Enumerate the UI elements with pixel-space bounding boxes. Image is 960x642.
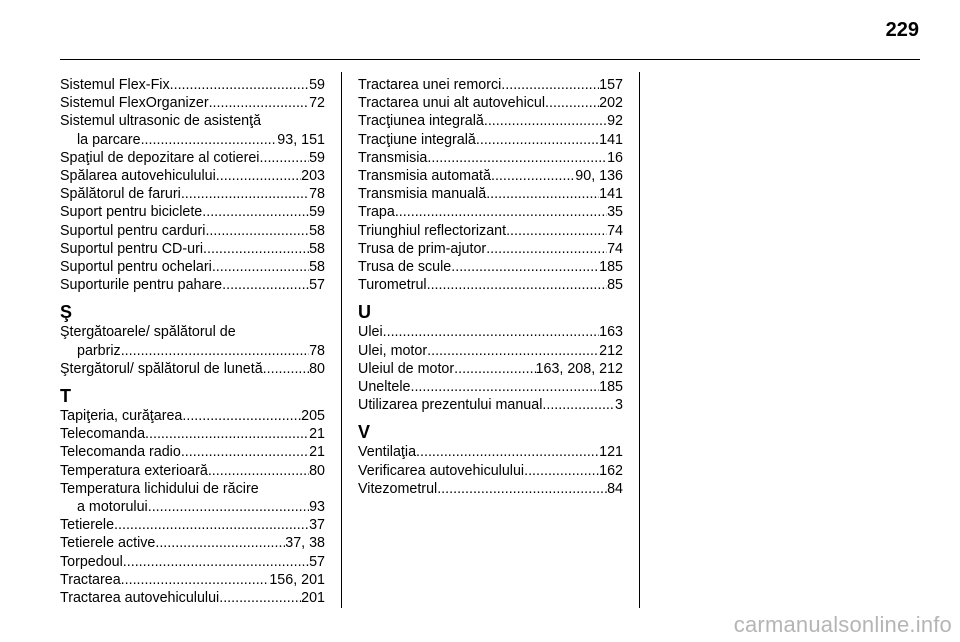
- entry-page: 58: [309, 222, 325, 239]
- entry-text: Verificarea autovehiculului: [358, 462, 525, 479]
- entry-text: Suport pentru biciclete: [60, 204, 203, 221]
- index-entry: [358, 342, 623, 360]
- entry-page: 205: [301, 408, 325, 425]
- page-number: 229: [885, 19, 919, 41]
- entry-text: Suportul pentru CD-uri: [60, 240, 204, 257]
- dot-leader: [410, 378, 599, 396]
- entry-text: Sistemul FlexOrganizer: [60, 95, 209, 112]
- entry-text: Uneltele: [358, 379, 411, 396]
- entry-text: Ventilaţia: [358, 444, 417, 461]
- entry-page: 21: [309, 426, 325, 443]
- entry-page: 16: [607, 149, 623, 166]
- dot-leader: [416, 443, 599, 461]
- entry-page: 59: [309, 77, 325, 93]
- entry-page: 57: [309, 553, 325, 570]
- entry-page: 80: [309, 462, 325, 479]
- entry-page: 72: [309, 95, 325, 112]
- entry-text: Trapa: [358, 204, 395, 221]
- entry-text: Tractarea unei remorci: [358, 77, 502, 93]
- entry-text: Torpedoul: [60, 553, 123, 570]
- index-entry: [60, 553, 325, 571]
- entry-text: Tracţiune integrală: [358, 131, 476, 148]
- entry-page: 59: [309, 204, 325, 221]
- entry-text: Telecomanda: [60, 426, 146, 443]
- dot-leader: [212, 258, 309, 276]
- dot-leader: [476, 131, 599, 149]
- dot-leader: [123, 553, 309, 571]
- entry-page: 90, 136: [575, 168, 623, 185]
- index-entry: [60, 407, 325, 425]
- index-entry: [60, 222, 325, 240]
- dot-leader: [182, 407, 301, 425]
- entry-text: Trusa de scule: [358, 259, 452, 276]
- section-letter: V: [358, 422, 371, 443]
- entry-page: 121: [599, 444, 623, 461]
- index-entry: [358, 185, 623, 203]
- entry-text: Ulei, motor: [358, 342, 428, 359]
- index-entry: [60, 534, 325, 552]
- index-entry: [60, 167, 325, 185]
- index-entry: [60, 342, 325, 360]
- index-entry: [60, 276, 325, 294]
- dot-leader: [219, 589, 301, 607]
- entry-text: Turometrul: [358, 277, 427, 294]
- index-entry: [60, 131, 325, 149]
- dot-leader: [114, 516, 309, 534]
- entry-text: Uleiul de motor: [358, 360, 455, 377]
- dot-leader: [486, 240, 607, 258]
- dot-leader: [170, 76, 309, 94]
- index-entry: [60, 516, 325, 534]
- entry-text: Ulei: [358, 324, 383, 341]
- entry-text: a motorului: [77, 499, 148, 516]
- index-entry: [358, 443, 623, 461]
- index-entry: [60, 149, 325, 167]
- dot-leader: [208, 462, 309, 480]
- entry-text: Vitezometrul: [358, 480, 438, 497]
- entry-text: Tractarea: [60, 571, 121, 588]
- header-rule: [60, 59, 920, 60]
- entry-page: 37, 38: [285, 535, 325, 552]
- entry-page: 21: [309, 444, 325, 461]
- dot-leader: [427, 276, 608, 294]
- entry-text: Sistemul Flex-Fix: [60, 77, 170, 93]
- entry-page: 3: [615, 397, 623, 414]
- index-column-1: [60, 76, 325, 607]
- entry-text: Suportul pentru ochelari: [60, 259, 212, 276]
- entry-text: Telecomanda radio: [60, 444, 181, 461]
- dot-leader: [148, 498, 309, 516]
- entry-page: 163: [599, 324, 623, 341]
- dot-leader: [545, 94, 599, 112]
- entry-page: 78: [309, 342, 325, 359]
- entry-page: 141: [599, 186, 623, 203]
- index-entry: [358, 462, 623, 480]
- entry-page: 80: [309, 360, 325, 377]
- entry-text: Trusa de prim-ajutor: [358, 240, 487, 257]
- entry-page: 163, 208, 212: [535, 360, 623, 377]
- entry-text: Suportul pentru carduri: [60, 222, 206, 239]
- index-entry: [60, 258, 325, 276]
- entry-page: 58: [309, 259, 325, 276]
- entry-page: 74: [607, 222, 623, 239]
- entry-page: 201: [301, 590, 325, 607]
- dot-leader: [395, 203, 607, 221]
- dot-leader: [181, 443, 309, 461]
- section-letter: U: [358, 302, 371, 323]
- entry-page: 78: [309, 186, 325, 203]
- dot-leader: [484, 112, 607, 130]
- entry-page: 58: [309, 240, 325, 257]
- index-entry: [358, 203, 623, 221]
- dot-leader: [263, 360, 309, 378]
- index-entry: [358, 480, 623, 498]
- dot-leader: [121, 342, 309, 360]
- watermark: carmanualsonline.info: [733, 612, 952, 637]
- entry-text: Temperatura exterioară: [60, 462, 208, 479]
- dot-leader: [524, 462, 599, 480]
- index-entry: [358, 360, 623, 378]
- dot-leader: [451, 258, 599, 276]
- dot-leader: [260, 149, 310, 167]
- index-entry: [358, 258, 623, 276]
- entry-text: Transmisia automată: [358, 168, 491, 185]
- entry-text: Tapiţeria, curăţarea: [60, 408, 183, 425]
- dot-leader: [203, 240, 309, 258]
- dot-leader: [155, 534, 285, 552]
- entry-text: la parcare: [77, 131, 141, 148]
- entry-text: Spălarea autovehiculului: [60, 168, 216, 185]
- dot-leader: [202, 203, 309, 221]
- entry-text: Spaţiul de depozitare al cotierei: [60, 149, 260, 166]
- index-entry: [60, 498, 325, 516]
- entry-text: parbriz: [77, 342, 121, 359]
- index-column-2: [358, 76, 623, 498]
- index-entry: [358, 167, 623, 185]
- dot-leader: [506, 222, 607, 240]
- entry-page: 74: [607, 240, 623, 257]
- entry-text: Temperatura lichidului de răcire: [60, 480, 259, 497]
- entry-page: 93: [309, 499, 325, 516]
- entry-text: Suporturile pentru pahare: [60, 277, 223, 294]
- index-entry: [60, 571, 325, 589]
- dot-leader: [216, 167, 301, 185]
- entry-text: Sistemul ultrasonic de asistenţă: [60, 113, 262, 130]
- entry-page: 85: [607, 277, 623, 294]
- dot-leader: [141, 131, 278, 149]
- entry-page: 162: [599, 462, 623, 479]
- entry-page: 57: [309, 277, 325, 294]
- index-entry: [358, 112, 623, 130]
- entry-page: 84: [607, 480, 623, 497]
- index-entry: [60, 76, 325, 94]
- entry-page: 35: [607, 204, 623, 221]
- entry-text: Ştergătorul/ spălătorul de lunetă: [60, 360, 263, 377]
- index-entry: [358, 131, 623, 149]
- entry-text: Triunghiul reflectorizant: [358, 222, 507, 239]
- dot-leader: [181, 185, 309, 203]
- index-entry: [358, 94, 623, 112]
- index-entry: [60, 425, 325, 443]
- entry-page: 93, 151: [277, 131, 325, 148]
- index-entry: [358, 76, 623, 94]
- dot-leader: [486, 185, 599, 203]
- entry-text: Tetierele active: [60, 535, 156, 552]
- entry-page: 157: [599, 77, 623, 93]
- index-entry: [60, 94, 325, 112]
- dot-leader: [542, 396, 615, 414]
- entry-text: Transmisia manuală: [358, 186, 487, 203]
- entry-page: 185: [599, 379, 623, 396]
- index-entry: [358, 378, 623, 396]
- index-entry: [358, 222, 623, 240]
- dot-leader: [427, 342, 599, 360]
- entry-text: Tracţiunea integrală: [358, 113, 484, 130]
- dot-leader: [222, 276, 309, 294]
- dot-leader: [454, 360, 535, 378]
- dot-leader: [383, 323, 600, 341]
- entry-page: 141: [599, 131, 623, 148]
- entry-page: 202: [599, 95, 623, 112]
- index-entry: [358, 396, 623, 414]
- dot-leader: [437, 480, 607, 498]
- index-entry: [60, 185, 325, 203]
- index-entry: [60, 589, 325, 607]
- column-divider: [639, 72, 640, 608]
- dot-leader: [121, 571, 270, 589]
- index-entry: [60, 240, 325, 258]
- index-entry: [60, 462, 325, 480]
- entry-page: 203: [301, 168, 325, 185]
- index-entry: [60, 360, 325, 378]
- dot-leader: [501, 76, 599, 94]
- index-entry: [60, 203, 325, 221]
- entry-text: Tractarea unui alt autovehicul: [358, 95, 546, 112]
- entry-page: 185: [599, 259, 623, 276]
- dot-leader: [145, 425, 309, 443]
- index-entry: [358, 276, 623, 294]
- entry-text: Ştergătoarele/ spălătorul de: [60, 324, 236, 341]
- section-letter: Ş: [60, 302, 73, 323]
- entry-page: 156, 201: [269, 571, 325, 588]
- entry-page: 92: [607, 113, 623, 130]
- entry-page: 37: [309, 517, 325, 534]
- dot-leader: [491, 167, 575, 185]
- dot-leader: [209, 94, 310, 112]
- index-entry: [60, 443, 325, 461]
- entry-text: Tractarea autovehiculului: [60, 590, 220, 607]
- entry-page: 59: [309, 149, 325, 166]
- entry-text: Spălătorul de faruri: [60, 186, 181, 203]
- entry-page: 212: [599, 342, 623, 359]
- index-entry: [358, 323, 623, 341]
- entry-text: Utilizarea prezentului manual: [358, 397, 543, 414]
- dot-leader: [205, 222, 309, 240]
- dot-leader: [427, 149, 607, 167]
- entry-text: Tetierele: [60, 517, 115, 534]
- entry-text: Transmisia: [358, 149, 428, 166]
- section-letter: T: [60, 386, 71, 407]
- index-entry: [358, 240, 623, 258]
- index-entry: [358, 149, 623, 167]
- column-divider: [341, 72, 342, 608]
